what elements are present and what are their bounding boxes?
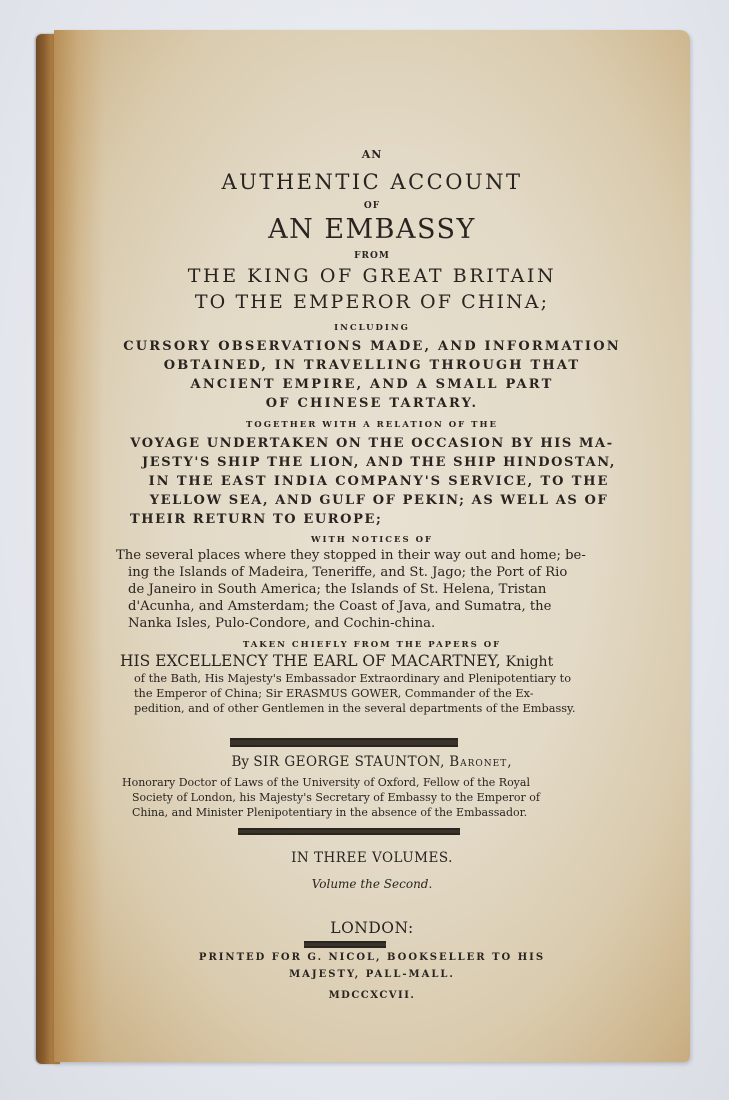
publication-year: MDCCXCVII. bbox=[328, 990, 416, 1001]
voyage-line-2: JESTY'S SHIP THE LION, AND THE SHIP HINDOSTAN, bbox=[141, 455, 617, 470]
double-rule-2 bbox=[238, 828, 460, 835]
macartney-name: HIS EXCELLENCY THE EARL OF MACARTNEY, bbox=[120, 652, 501, 670]
imprint-city: LONDON: bbox=[330, 919, 414, 937]
title-from: FROM bbox=[354, 251, 390, 261]
book bbox=[36, 30, 692, 1065]
title-an-embassy: AN EMBASSY bbox=[268, 214, 476, 245]
author-desc-line-1: Honorary Doctor of Laws of the University of Oxford, Fellow of the Royal bbox=[122, 776, 530, 789]
cursory-line-2: OBTAINED, IN TRAVELLING THROUGH THAT bbox=[163, 358, 581, 373]
author-desc-line-2: Society of London, his Majesty's Secretary of Embassy to the Emperor of bbox=[132, 791, 540, 804]
places-line-4: d'Acunha, and Amsterdam; the Coast of Java, and Sumatra, the bbox=[128, 599, 552, 614]
author-line bbox=[54, 754, 690, 770]
places-line-1: The several places where they stopped in their way out and home; be- bbox=[116, 548, 586, 563]
voyage-line-4: YELLOW SEA, AND GULF OF PEKIN; AS WELL AS OF bbox=[149, 493, 609, 508]
cursory-line-4: OF CHINESE TARTARY. bbox=[265, 396, 479, 411]
printer-line-2: MAJESTY, PALL-MALL. bbox=[289, 969, 455, 980]
places-line-3: de Janeiro in South America; the Islands of St. Helena, Tristan bbox=[128, 582, 547, 597]
title-authentic-account: AUTHENTIC ACCOUNT bbox=[221, 170, 523, 194]
voyage-line-5: THEIR RETURN TO EUROPE; bbox=[130, 512, 383, 527]
title-page-text bbox=[54, 30, 690, 1062]
author-desc-line-3: China, and Minister Plenipotentiary in the absence of the Embassador. bbox=[132, 806, 528, 819]
voyage-line-1: VOYAGE UNDERTAKEN ON THE OCCASION BY HIS MA- bbox=[130, 436, 614, 451]
title-of: OF bbox=[363, 201, 381, 211]
cursory-line-3: ANCIENT EMPIRE, AND A SMALL PART bbox=[190, 377, 554, 392]
title-king: THE KING OF GREAT BRITAIN bbox=[187, 265, 557, 287]
author-by: By bbox=[231, 754, 250, 770]
macartney-heading bbox=[120, 652, 690, 670]
label-including: INCLUDING bbox=[334, 323, 410, 333]
cursory-line-1: CURSORY OBSERVATIONS MADE, AND INFORMATION bbox=[123, 339, 621, 354]
title-page bbox=[54, 30, 690, 1062]
macartney-line-1: of the Bath, His Majesty's Embassador Extraordinary and Plenipotentiary to bbox=[134, 672, 572, 685]
author-title: Baronet, bbox=[449, 754, 513, 770]
macartney-knight: Knight bbox=[505, 654, 554, 670]
places-line-2: ing the Islands of Madeira, Teneriffe, and St. Jago; the Port of Rio bbox=[128, 565, 568, 580]
title-emperor: TO THE EMPEROR OF CHINA; bbox=[194, 291, 550, 313]
volume-number: Volume the Second. bbox=[311, 877, 433, 891]
macartney-line-2: the Emperor of China; Sir ERASMUS GOWER, Commander of the Ex- bbox=[134, 687, 534, 700]
city-underline bbox=[304, 941, 386, 948]
macartney-line-3: pedition, and of other Gentlemen in the several departments of the Embassy. bbox=[134, 702, 576, 715]
voyage-line-3: IN THE EAST INDIA COMPANY'S SERVICE, TO THE bbox=[148, 474, 610, 489]
label-together: TOGETHER WITH A RELATION OF THE bbox=[245, 420, 499, 430]
printer-line-1: PRINTED FOR G. NICOL, BOOKSELLER TO HIS bbox=[198, 952, 546, 963]
double-rule-1 bbox=[230, 738, 458, 747]
volumes-line: IN THREE VOLUMES. bbox=[291, 850, 453, 866]
label-notices: WITH NOTICES OF bbox=[310, 535, 434, 545]
title-an: AN bbox=[361, 148, 383, 161]
author-name: SIR GEORGE STAUNTON, bbox=[253, 754, 445, 770]
label-taken-chiefly: TAKEN CHIEFLY FROM THE PAPERS OF bbox=[242, 640, 502, 650]
places-line-5: Nanka Isles, Pulo-Condore, and Cochin-china. bbox=[128, 616, 436, 631]
